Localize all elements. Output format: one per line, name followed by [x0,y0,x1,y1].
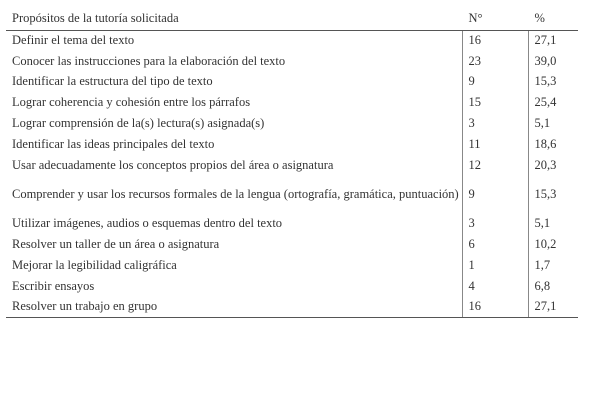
tutoring-purposes-table [6,7,578,318]
row-purpose: Identificar la estructura del tipo de texto [12,74,213,89]
table-row [6,72,578,93]
row-count: 9 [462,176,528,214]
row-count: 15 [462,92,528,113]
table-row [6,176,578,214]
row-percent: 27,1 [528,30,578,51]
row-count: 3 [462,113,528,134]
table-row [6,92,578,113]
row-count: 4 [462,276,528,297]
table-row [6,30,578,51]
row-purpose: Usar adecuadamente los conceptos propios del área o asignatura [12,157,334,172]
table-header-row [6,7,578,30]
row-percent: 15,3 [528,176,578,214]
row-percent: 25,4 [528,92,578,113]
row-count: 3 [462,214,528,235]
row-percent: 18,6 [528,134,578,155]
header-purpose: Propósitos de la tutoría solicitada [6,7,462,30]
row-count: 12 [462,155,528,176]
row-purpose: Utilizar imágenes, audios o esquemas dentro del texto [12,216,283,231]
table-row [6,255,578,276]
header-percent: % [528,7,578,30]
row-purpose: Identificar las ideas principales del texto [12,136,215,151]
row-purpose: Comprender y usar los recursos formales de la lengua (ortografía, gramática, puntuación) [12,187,459,202]
table-row [6,234,578,255]
row-purpose: Resolver un taller de un área o asignatura [12,237,220,252]
row-percent: 15,3 [528,72,578,93]
row-count: 11 [462,134,528,155]
row-purpose: Escribir ensayos [12,278,95,293]
header-count: N° [462,7,528,30]
row-percent: 39,0 [528,51,578,72]
table-row [6,276,578,297]
row-percent: 20,3 [528,155,578,176]
row-count: 1 [462,255,528,276]
row-purpose: Definir el tema del texto [12,33,135,48]
row-count: 16 [462,297,528,318]
table-row [6,214,578,235]
row-purpose: Lograr coherencia y cohesión entre los párrafos [12,95,251,110]
row-count: 9 [462,72,528,93]
row-percent: 5,1 [528,214,578,235]
row-purpose: Conocer las instrucciones para la elaboración del texto [12,53,286,68]
row-percent: 1,7 [528,255,578,276]
row-percent: 10,2 [528,234,578,255]
row-count: 23 [462,51,528,72]
row-purpose: Lograr comprensión de la(s) lectura(s) asignada(s) [12,116,265,131]
row-percent: 5,1 [528,113,578,134]
table-row [6,297,578,318]
row-purpose: Mejorar la legibilidad caligráfica [12,258,177,273]
table-row [6,134,578,155]
table-row [6,51,578,72]
table-row [6,155,578,176]
row-percent: 6,8 [528,276,578,297]
table-row [6,113,578,134]
row-percent: 27,1 [528,297,578,318]
row-count: 6 [462,234,528,255]
row-purpose: Resolver un trabajo en grupo [6,297,462,318]
row-count: 16 [462,30,528,51]
